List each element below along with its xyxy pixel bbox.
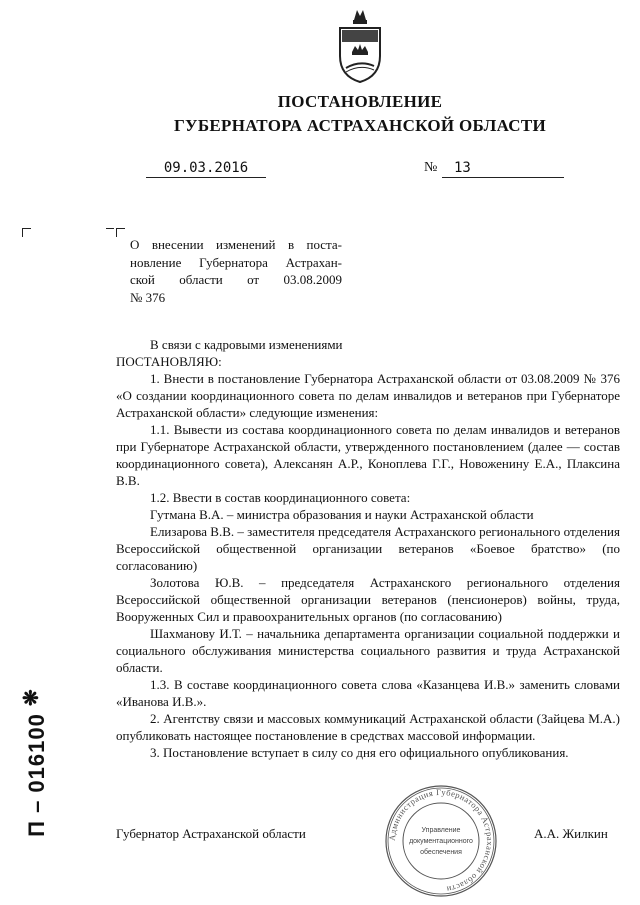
member-elizarov: Елизарова В.В. – заместителя председателя Астраханского регионального отделения Всероссийской общественной организации ветеранов «Боевое братство» (по согласованию) [116,524,620,573]
paragraph-1-2: 1.2. Ввести в состав координационного совета: [150,490,411,505]
paragraph-1-3: 1.3. В составе координационного совета слова «Казанцева И.В.» заменить словами «Иванова И.В.». [116,677,620,709]
corner-mark-left [22,228,31,237]
decree-word: ПОСТАНОВЛЯЮ: [116,354,222,369]
signatory-position: Губернатор Астраханской области [116,826,306,841]
document-number: 13 [442,160,564,178]
subject-line: № 376 [130,289,166,305]
number-sign: № [424,160,438,175]
mark-icon: ❋ [22,688,39,710]
corner-mark-right [116,228,125,237]
document-date: 09.03.2016 [146,160,266,178]
subject-line: О внесении изменений в поста- [130,237,342,252]
subject-block [130,236,342,306]
member-zolotov: Золотова Ю.В. – председателя Астраханского регионального отделения Всероссийской общественной организации ветеранов (пенсионеров) войны, труда, Вооруженных Сил и правоохранительных органов (по согласованию) [116,575,620,624]
paragraph-3: 3. Постановление вступает в силу со дня его официального опубликования. [150,745,569,760]
paragraph-1-1: 1.1. Вывести из состава координационного совета по делам инвалидов и ветеранов при Губернаторе Астраханской области, утвержденного постановлением (далее — состав координационного совета), Алексанян А.Р., Коноплева Г.Г., Новоженину Е.А., Плаксина В.В. [116,422,620,488]
stamp-center-line: документационного [409,838,473,845]
signatory-name: А.А. Жилкин [534,826,608,841]
coat-of-arms-icon [330,6,390,86]
member-shakhmanova: Шахманову И.Т. – начальника департамента организации социальной поддержки и социального обслуживания министерства социального развития и труда Астраханской области. [116,626,620,675]
stamp-center-line: обеспечения [420,849,462,856]
preamble: В связи с кадровыми изменениями [150,337,343,352]
subject-line: ской области от 03.08.2009 [130,272,342,287]
subject-line: новление Губернатора Астрахан- [130,254,342,270]
paragraph-1: 1. Внести в постановление Губернатора Астраханской области от 03.08.2009 № 376 «О создании координационного совета по делам инвалидов и ветеранов при Губернаторе Астраханской области» следующие изменения: [116,371,620,420]
stamp-center-line: Управление [421,827,461,834]
document-type-title: ПОСТАНОВЛЕНИЕ [277,92,443,111]
issuer-title: ГУБЕРНАТОРА АСТРАХАНСКОЙ ОБЛАСТИ [173,116,547,135]
paragraph-2: 2. Агентству связи и массовых коммуникаций Астраханской области (Зайцева М.А.) опубликовать настоящее постановление в средствах массовой информации. [116,711,620,743]
member-gutman: Гутмана В.А. – министра образования и науки Астраханской области [150,507,534,522]
corner-mark-tick [106,228,114,229]
document-body [116,336,620,761]
serial-number: П – 016100 [24,713,49,837]
stamp-ring-text: Администрация Губернатора Астраханской области [386,786,496,895]
official-stamp [384,784,498,898]
